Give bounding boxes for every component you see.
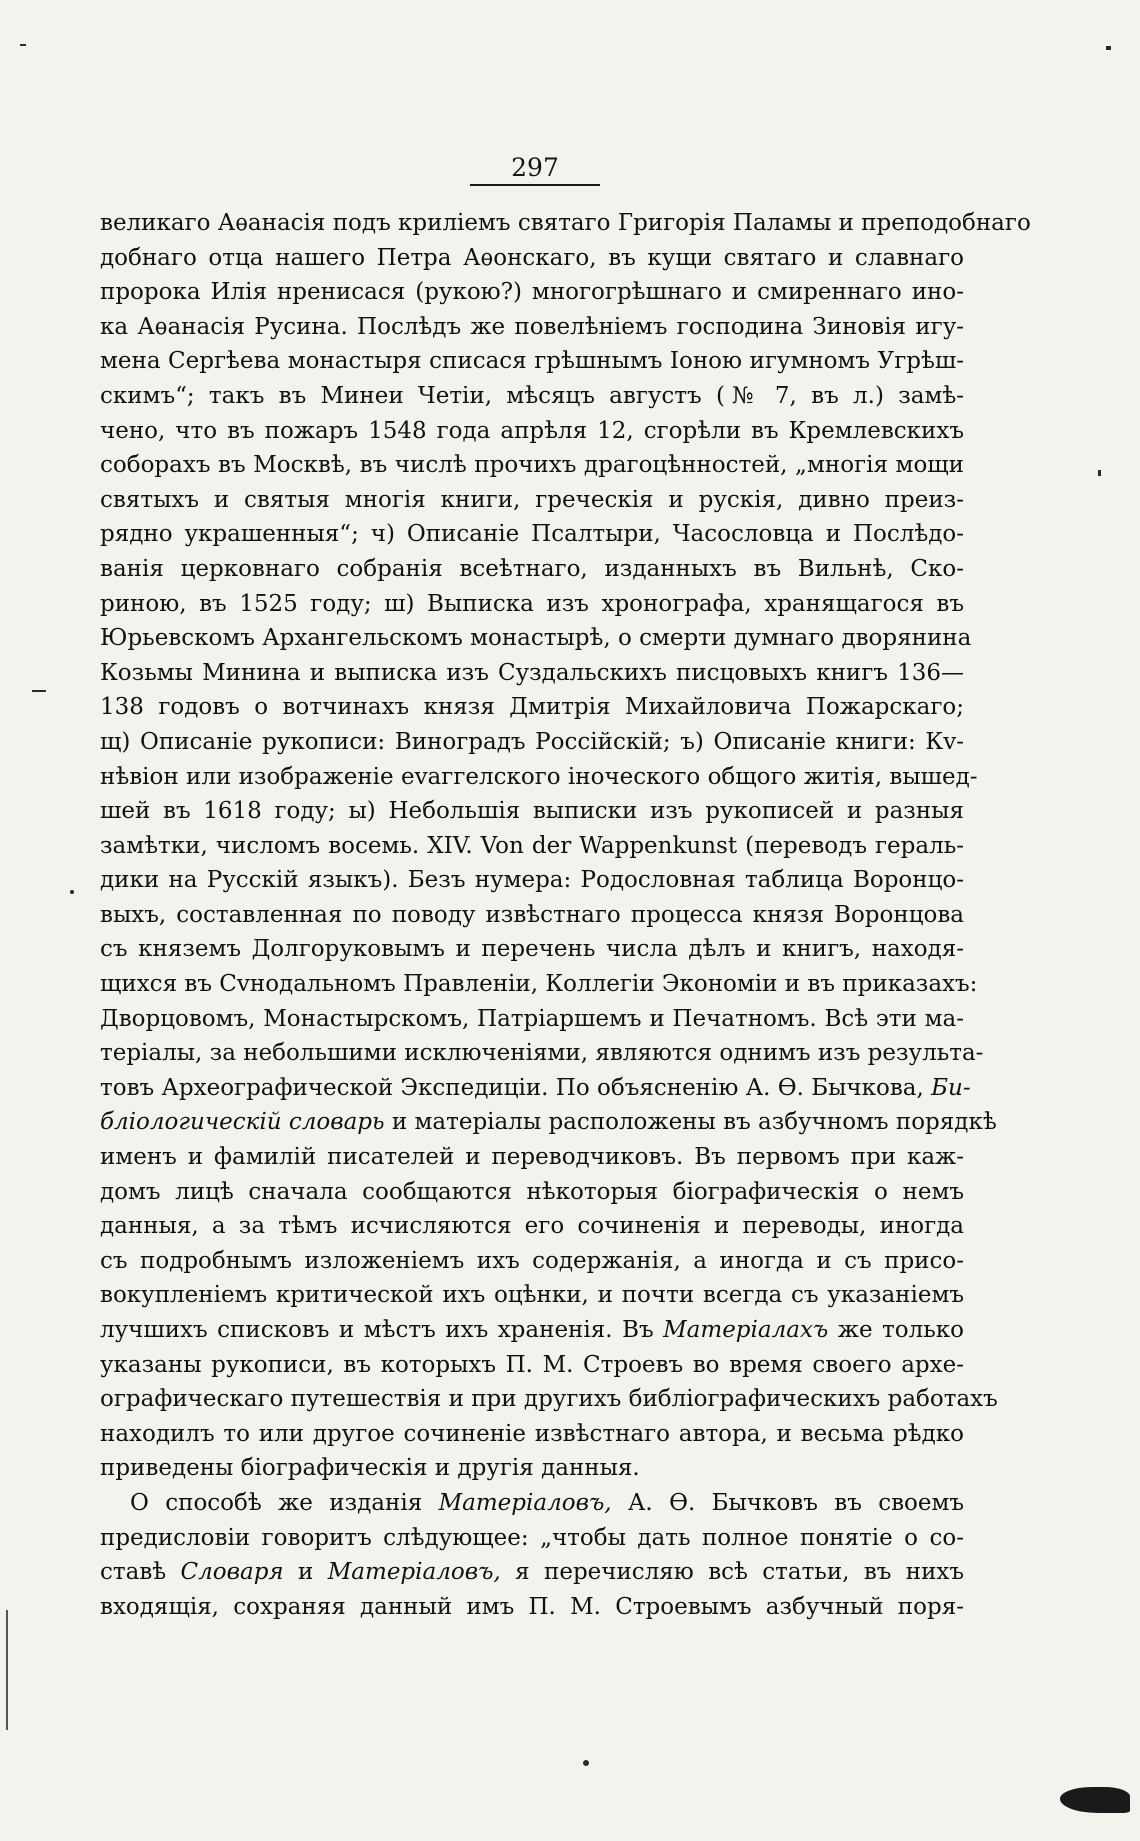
text-line: выхъ, составленная по поводу извѣстнаго процесса князя Воронцова (100, 901, 964, 928)
text-line: указаны рукописи, въ которыхъ П. М. Строевъ во время своего архе- (100, 1351, 964, 1378)
text-line: ографическаго путешествія и при другихъ библіографическихъ работахъ (100, 1386, 998, 1413)
text-line: великаго Аѳанасія подъ криліемъ святаго Григорія Паламы и преподобнаго (100, 210, 1031, 236)
text-line: пророка Илія нренисася (рукою?) многогрѣшнаго и смиреннаго ино- (100, 279, 964, 306)
text-line: добнаго отца нашего Петра Аѳонскаго, въ кущи святаго и славнаго (100, 244, 964, 271)
text-line: щ) Описаніе рукописи: Виноградъ Россійскій; ъ) Описаніе книги: Кv- (100, 728, 964, 755)
scan-speck (1098, 470, 1101, 476)
page-number: 297 (511, 153, 559, 182)
scan-speck (583, 1760, 589, 1766)
text-line: соборахъ въ Москвѣ, въ числѣ прочихъ драгоцѣнностей, „многія мощи (100, 452, 964, 479)
text-line: шей въ 1618 году; ы) Небольшія выписки изъ рукописей и разныя (100, 798, 964, 825)
text-line: ставѣ Словаря и Матеріаловъ, я перечисляю всѣ статьи, въ нихъ (100, 1559, 965, 1586)
scan-speck (1106, 46, 1111, 50)
text-line: 138 годовъ о вотчинахъ князя Дмитрія Михайловича Пожарскаго; (100, 694, 964, 721)
text-line: дики на Русскій языкъ). Безъ нумера: Родословная таблица Воронцо- (100, 867, 964, 894)
text-line: съ княземъ Долгоруковымъ и перечень числа дѣлъ и книгъ, находя- (100, 936, 964, 963)
text-line: ванія церковнаго собранія всеѣтнаго, изданныхъ въ Вильнѣ, Ско- (100, 555, 964, 582)
text-line: Юрьевскомъ Архангельскомъ монастырѣ, о смерти думнаго дворянина (100, 625, 972, 652)
text-line: съ подробнымъ изложеніемъ ихъ содержанія, а иногда и съ присо- (100, 1247, 964, 1274)
text-line: приведены біографическія и другія данныя. (100, 1455, 640, 1482)
text-line: рядно украшенныя“; ч) Описаніе Псалтыри, Часословца и Послѣдо- (100, 521, 964, 548)
text-line: ка Аѳанасія Русина. Послѣдъ же повелѣніемъ господина Зиновія игу- (100, 313, 964, 340)
body-text (100, 206, 1031, 1624)
scan-speck (70, 890, 74, 894)
text-line: находилъ то или другое сочиненіе извѣстнаго автора, и весьма рѣдко (100, 1420, 964, 1447)
text-line: вокупленіемъ критической ихъ оцѣнки, и почти всегда съ указаніемъ (100, 1282, 964, 1309)
text-line: мена Сергѣева монастыря списася грѣшнымъ Іоною игумномъ Угрѣш- (100, 348, 964, 375)
text-line: домъ лицѣ сначала сообщаются нѣкоторыя біографическія о немъ (100, 1178, 964, 1205)
text-line: лучшихъ списковъ и мѣстъ ихъ храненія. Въ Матеріалахъ же только (100, 1317, 964, 1343)
scan-ink-blot (1060, 1787, 1130, 1813)
text-line: бліологическій словарь и матеріалы расположены въ азбучномъ порядкѣ (100, 1109, 997, 1136)
scan-speck (20, 44, 26, 46)
text-line: данныя, а за тѣмъ исчисляются его сочиненія и переводы, иногда (100, 1213, 964, 1240)
text-line: святыхъ и святыя многія книги, греческія и рускія, дивно преиз- (100, 486, 964, 513)
text-line: нѣвіон или изображеніе еvаггелского іноческого общого житія, вышед- (100, 763, 978, 790)
page-number-rule (470, 184, 600, 186)
text-line: скимъ“; такъ въ Минеи Четіи, мѣсяцъ августъ (№ 7, въ л.) замѣ- (100, 382, 964, 409)
text-line: О способѣ же изданія Матеріаловъ, А. Ѳ. Бычковъ въ своемъ (130, 1489, 965, 1516)
text-line: именъ и фамилій писателей и переводчиковъ. Въ первомъ при каж- (100, 1144, 964, 1171)
text-line: Дворцовомъ, Монастырскомъ, Патріаршемъ и Печатномъ. Всѣ эти ма- (100, 1005, 964, 1032)
scan-speck (32, 690, 46, 692)
text-line: замѣтки, числомъ восемь. XIV. Von der Wappenkunst (переводъ гераль- (100, 832, 964, 859)
text-line: теріалы, за небольшими исключеніями, являются однимъ изъ результа- (100, 1040, 984, 1067)
text-line: риною, въ 1525 году; ш) Выписка изъ хронографа, хранящагося въ (100, 590, 964, 617)
text-line: входящія, сохраняя данный имъ П. М. Строевымъ азбучный поря- (100, 1593, 964, 1620)
text-line: предисловіи говоритъ слѣдующее: „чтобы дать полное понятіе о со- (100, 1524, 964, 1551)
text-line: товъ Археографической Экспедиціи. По объясненію А. Ѳ. Бычкова, Би- (100, 1074, 971, 1101)
text-line: Козьмы Минина и выписка изъ Суздальскихъ писцовыхъ книгъ 136— (100, 659, 964, 686)
text-line: щихся въ Сvнодальномъ Правленіи, Коллегіи Экономіи и въ приказахъ: (100, 971, 978, 998)
text-line: чено, что въ пожаръ 1548 года апрѣля 12, сгорѣли въ Кремлевскихъ (100, 417, 964, 444)
scan-edge-line (6, 1610, 8, 1730)
